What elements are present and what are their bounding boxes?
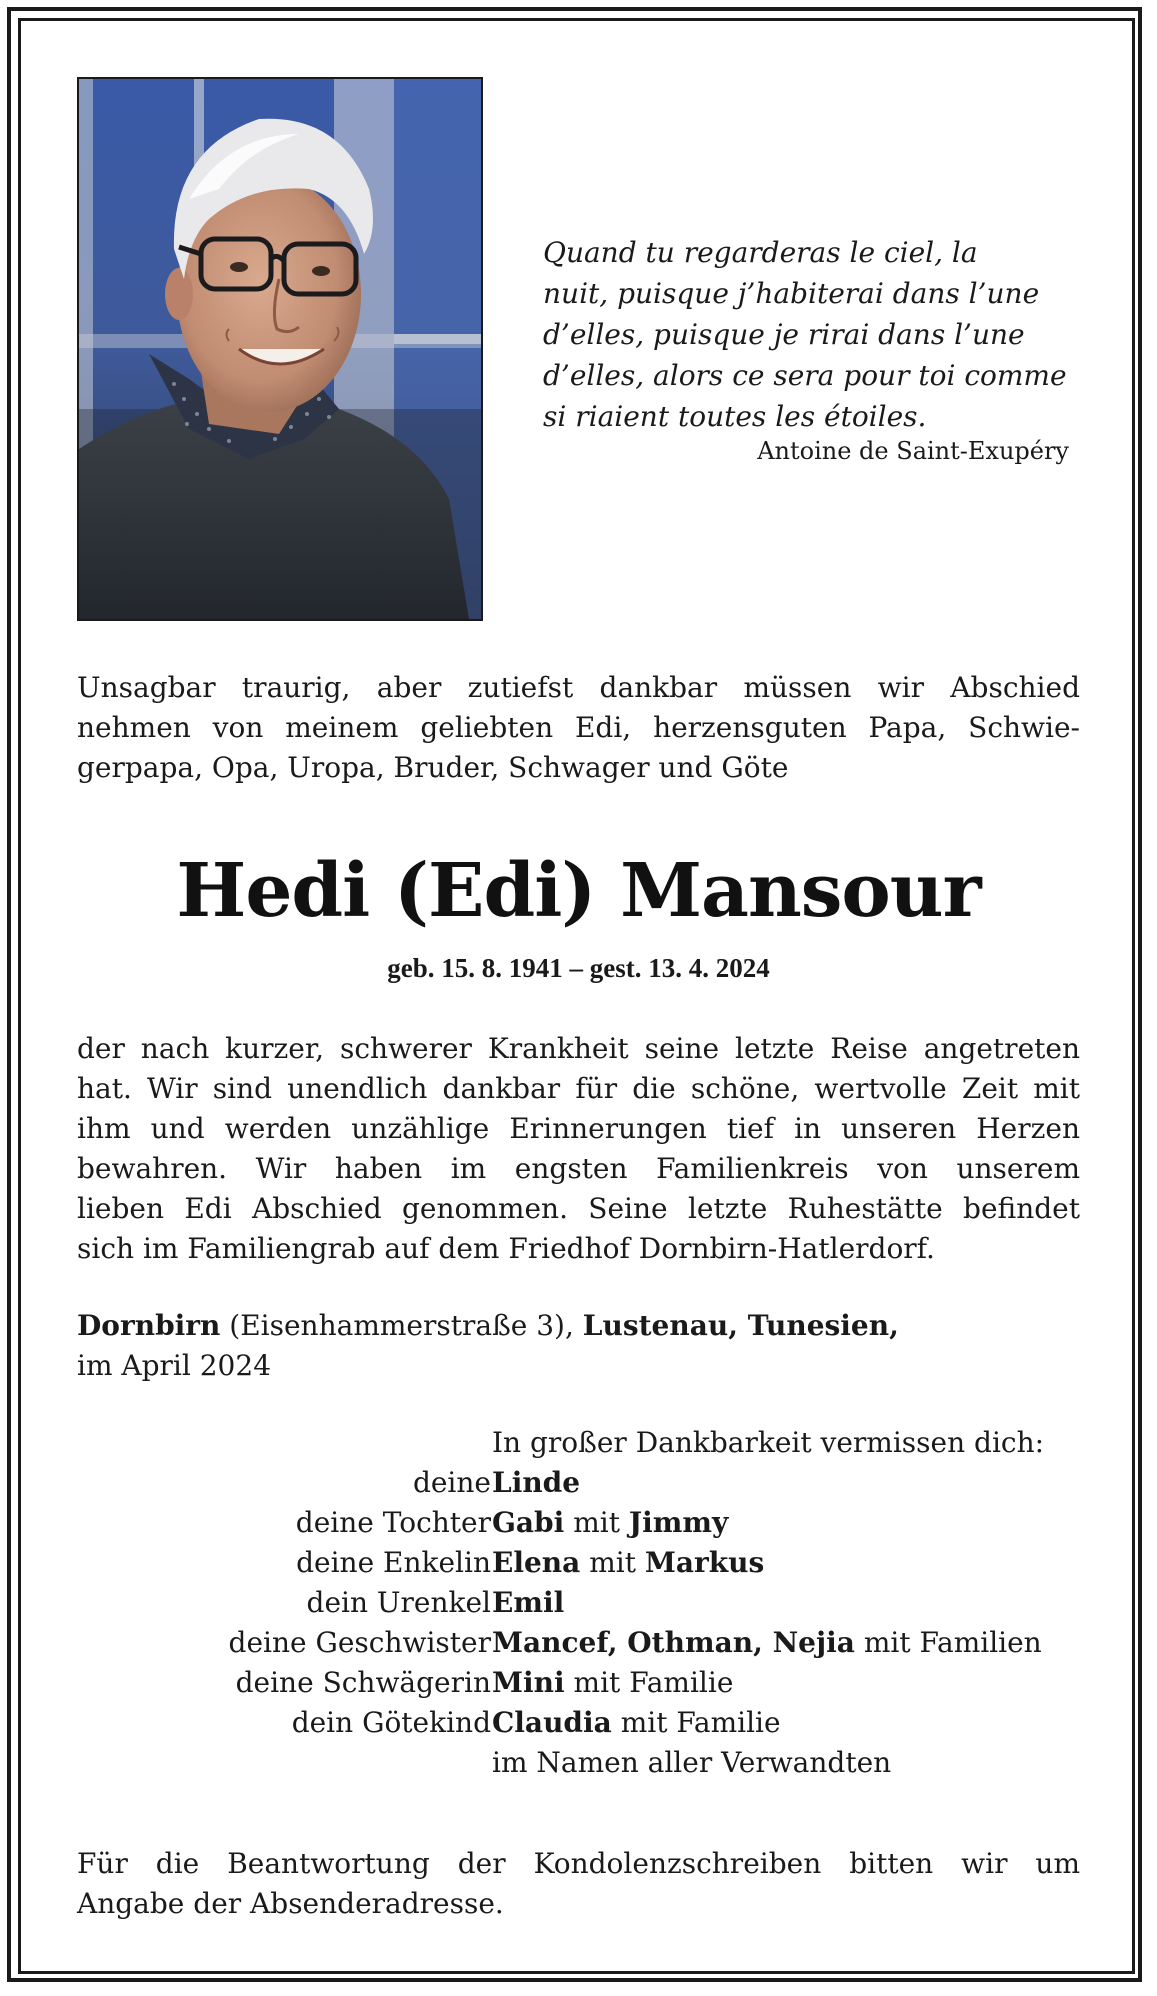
mourner-relation: deine Tochter xyxy=(295,1506,491,1539)
quote-author: Antoine de Saint-Exupéry xyxy=(757,437,1069,465)
place-others: Lustenau, Tunesien, xyxy=(582,1309,899,1342)
body-line: bewahren. Wir haben im engsten Familienkreis von unserem xyxy=(77,1152,1080,1185)
quote-block xyxy=(543,232,1083,437)
mourner-names xyxy=(492,1703,781,1743)
mourner-names xyxy=(492,1463,580,1503)
mourners-heading-row xyxy=(0,1423,1157,1463)
mourners-footer: im Namen aller Verwandten xyxy=(492,1746,892,1779)
portrait-photo xyxy=(77,77,483,621)
mourner-name: Emil xyxy=(492,1586,565,1619)
intro-line: nehmen von meinem geliebten Edi, herzensguten Papa, Schwie- xyxy=(77,711,1080,744)
mourner-name: Linde xyxy=(492,1466,581,1499)
mourner-names xyxy=(492,1663,733,1703)
body-line: hat. Wir sind unendlich dankbar für die schöne, wertvolle Zeit mit xyxy=(77,1072,1080,1105)
mourner-name: Claudia xyxy=(492,1706,612,1739)
portrait-image xyxy=(79,79,481,619)
place-town: Dornbirn xyxy=(77,1309,221,1342)
intro-line: Unsagbar traurig, aber zutiefst dankbar müssen wir Abschied xyxy=(77,671,1080,704)
mourner-row xyxy=(0,1503,1157,1543)
mourner-row xyxy=(0,1623,1157,1663)
mourner-names xyxy=(492,1503,728,1543)
mourner-name: Elena xyxy=(492,1546,581,1579)
mourner-relation: deine xyxy=(412,1466,491,1499)
place-date: im April 2024 xyxy=(77,1349,272,1382)
mourner-row xyxy=(0,1663,1157,1703)
life-dates: geb. 15. 8. 1941 – gest. 13. 4. 2024 xyxy=(387,953,770,983)
mourner-relation: dein Götekind xyxy=(291,1706,491,1739)
mourner-relation: deine Schwägerin xyxy=(235,1666,491,1699)
place-date-block xyxy=(77,1306,1080,1386)
deceased-name: Hedi (Edi) Mansour xyxy=(176,848,981,934)
body-paragraph xyxy=(77,1029,1080,1269)
mourner-name: Mini xyxy=(492,1666,565,1699)
mourner-relation: deine Enkelin xyxy=(296,1546,491,1579)
mourners-footer-row xyxy=(0,1743,1157,1783)
mourner-relation: deine Geschwister xyxy=(228,1626,491,1659)
place-line xyxy=(77,1306,1080,1346)
intro-line: gerpapa, Opa, Uropa, Bruder, Schwager und Göte xyxy=(77,751,789,784)
closing-note xyxy=(77,1844,1080,1924)
quote-line: d’elles, puisque je rirai dans l’une xyxy=(543,318,1025,351)
mourner-suffix: mit Familie xyxy=(620,1706,781,1739)
mourner-suffix: mit Familie xyxy=(573,1666,734,1699)
quote-line: si riaient toutes les étoiles. xyxy=(543,400,927,433)
mourner-names xyxy=(492,1583,564,1623)
quote-line: Quand tu regarderas le ciel, la xyxy=(543,236,978,269)
mourner-name: Gabi xyxy=(492,1506,565,1539)
place-address: (Eisenhammerstraße 3), xyxy=(229,1309,574,1342)
closing-line: Angabe der Absenderadresse. xyxy=(77,1887,504,1920)
mourner-connector: mit xyxy=(589,1546,636,1579)
mourner-name: Mancef, Othman, Nejia xyxy=(492,1626,855,1659)
mourner-partner: Markus xyxy=(644,1546,765,1579)
closing-line: Für die Beantwortung der Kondolenzschreiben bitten wir um xyxy=(77,1847,1080,1880)
mourner-relation: dein Urenkel xyxy=(306,1586,491,1619)
mourners-list xyxy=(0,1423,1157,1783)
quote-line: nuit, puisque j’habiterai dans l’une xyxy=(543,277,1040,310)
mourner-names xyxy=(492,1543,764,1583)
body-line: sich im Familiengrab auf dem Friedhof Dornbirn-Hatlerdorf. xyxy=(77,1232,935,1265)
mourner-row xyxy=(0,1703,1157,1743)
mourner-partner: Jimmy xyxy=(628,1506,729,1539)
mourner-names xyxy=(492,1623,1042,1663)
mourner-connector: mit xyxy=(573,1506,620,1539)
body-line: lieben Edi Abschied genommen. Seine letzte Ruhestätte befindet xyxy=(77,1192,1080,1225)
mourner-suffix: mit Familien xyxy=(863,1626,1042,1659)
body-line: der nach kurzer, schwerer Krankheit seine letzte Reise angetreten xyxy=(77,1032,1080,1065)
body-line: ihm und werden unzählige Erinnerungen tief in unseren Herzen xyxy=(77,1112,1080,1145)
quote-line: d’elles, alors ce sera pour toi comme xyxy=(543,359,1067,392)
intro-paragraph xyxy=(77,668,1080,788)
mourners-heading: In großer Dankbarkeit vermissen dich: xyxy=(492,1426,1045,1459)
mourner-row xyxy=(0,1543,1157,1583)
mourner-row xyxy=(0,1583,1157,1623)
mourner-row xyxy=(0,1463,1157,1503)
